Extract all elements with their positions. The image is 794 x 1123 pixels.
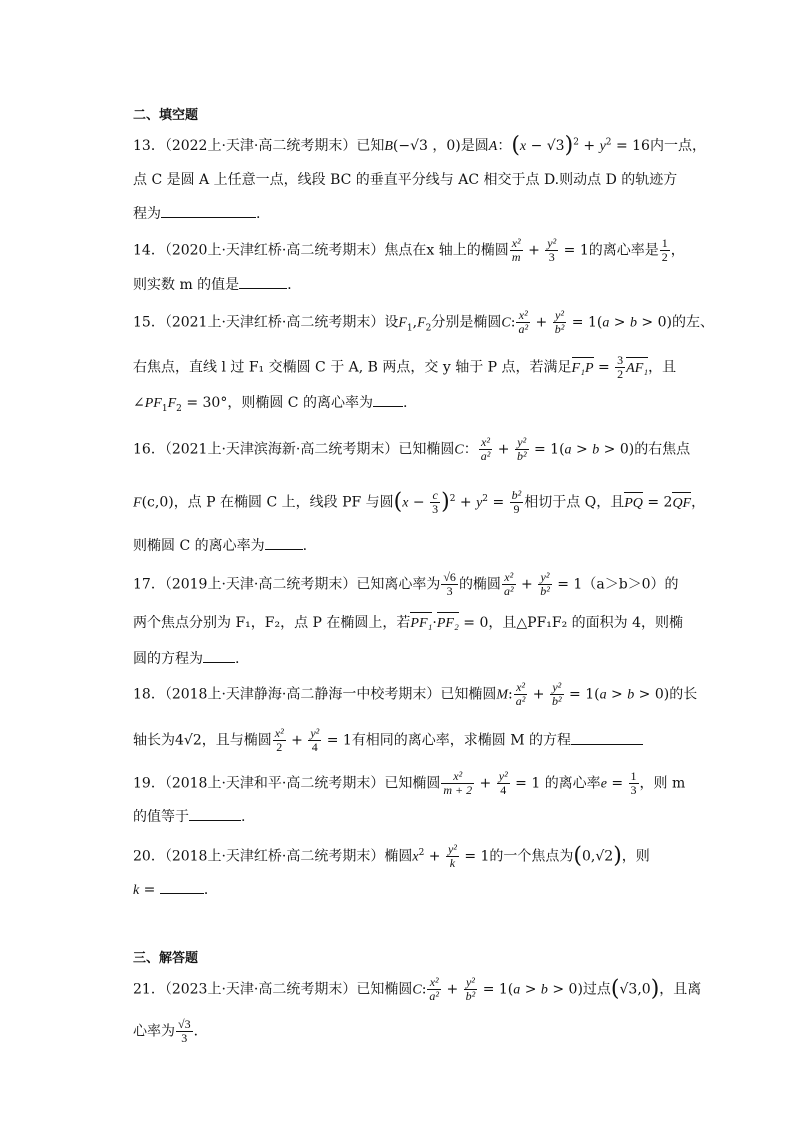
question-13-line-1: 13．（2022上·天津·高二统考期末）已知B(−√3 ，0)是圆A：$(x - √3)^2 + y^2 = 16$内一点， <box>133 133 706 158</box>
answer-blank <box>239 274 287 289</box>
question-19-line-1: 19．（2018上·天津和平·高二统考期末）已知椭圆 $\frac{\text{x²}}{m + 2}$ + $\frac{\text{y²}}{4}$ = 1 的离心率e = $\frac{1}{3}$ ，则 m <box>133 769 686 797</box>
section-heading-solutions: 三、解答题 <box>133 951 199 966</box>
answer-blank <box>373 392 403 407</box>
question-15-line-2: 右焦点，直线 l 过 F₁ 交椭圆 C 于 A, B 两点，交 y 轴于 P 点，若满足F₁P = $\frac{3}{2}$ AF₁，且 <box>133 353 677 381</box>
answer-blank <box>265 535 303 550</box>
question-14-line-1: 14．（2020上·天津红桥·高二统考期末）焦点在x 轴上的椭圆 $\frac{\text{x²}}{m}$ + $\frac{\text{y²}}{3}$ = 1的离心率是 $\frac{1}{2}$ ， <box>133 236 685 264</box>
section-heading-fill-blank: 二、填空题 <box>133 108 199 123</box>
question-17-line-2: 两个焦点分别为 F₁，F₂，点 P 在椭圆上，若PF₁·PF₂ = 0，且△PF₁F₂ 的面积为 4，则椭 <box>133 613 683 634</box>
question-17-line-1: 17．（2019上·天津·高二统考期末）已知离心率为 $\frac{√6}{3}$ 的椭圆 $\frac{\text{x²}}{\text{a²}}$ + $\frac{\text{y²}}{\text{b²}}$ = 1（a＞b＞0）的 <box>133 570 679 598</box>
question-15-line-1: 15．（2021上·天津红桥·高二统考期末）设$F_1,F_2$分别是椭圆C: $\frac{\text{x²}}{\text{a²}}$ + $\frac{\text{y²}}{\text{b²}}$ = 1(a > b > 0)的左、 <box>133 308 714 336</box>
question-18-line-2: 轴长为4√2，且与椭圆 $\frac{\text{x²}}{2}$ + $\frac{\text{y²}}{4}$ = 1有相同的离心率，求椭圆 M 的方程 <box>133 727 643 754</box>
answer-blank <box>161 203 256 218</box>
question-13-line-2: 点 C 是圆 A 上任意一点，线段 BC 的垂直平分线与 AC 相交于点 D.则动点 D 的轨迹方 <box>133 172 678 188</box>
question-20-line-2: k = ． <box>133 879 218 901</box>
question-20-line-1: 20．（2018上·天津红桥·高二统考期末）椭圆$x^2$ + $\frac{\text{y²}}{k}$ = 1的一个焦点为(0,√2)，则 <box>133 842 650 870</box>
answer-blank <box>571 730 643 745</box>
question-21-line-1: 21．（2023上·天津·高二统考期末）已知椭圆C: $\frac{\text{x²}}{\text{a²}}$ + $\frac{\text{y²}}{\text{b²}}$ = 1(a > b > 0)过点(√3,0)，且离 <box>133 975 702 1003</box>
question-16-line-1: 16．（2021上·天津滨海新·高二统考期末）已知椭圆C： $\frac{\text{x²}}{\text{a²}}$ + $\frac{\text{y²}}{\text{b²}}$ = 1(a > b > 0)的右焦点 <box>133 435 691 463</box>
question-13-line-3: 程为 . <box>133 203 260 224</box>
question-17-line-3: 圆的方程为 . <box>133 648 239 669</box>
question-18-line-1: 18．（2018上·天津静海·高二静海一中校考期末）已知椭圆M: $\frac{\text{x²}}{\text{a²}}$ + $\frac{\text{y²}}{\text{b²}}$ = 1(a > b > 0)的长 <box>133 680 698 708</box>
question-16-line-2: F(c,0)，点 P 在椭圆 C 上，线段 PF 与圆(x − $\frac{c}{3}$ )$^2 + y^2$ = $\frac{\text{b²}}{9}$ 相切于点 Q，且PQ = 2QF， <box>133 488 706 516</box>
answer-blank <box>203 648 235 663</box>
question-16-line-3: 则椭圆 C 的离心率为 . <box>133 535 307 556</box>
question-21-line-2: 心率为 $\frac{√3}{3}$ ． <box>133 1017 208 1045</box>
question-14-line-2: 则实数 m 的值是 ． <box>133 274 301 295</box>
answer-blank <box>189 806 241 821</box>
answer-blank <box>160 879 204 894</box>
question-15-line-3: $\angle PF_1F_2 = 30^\circ$，则椭圆 C 的离心率为 . <box>133 392 407 414</box>
question-19-line-2: 的值等于 . <box>133 806 245 827</box>
